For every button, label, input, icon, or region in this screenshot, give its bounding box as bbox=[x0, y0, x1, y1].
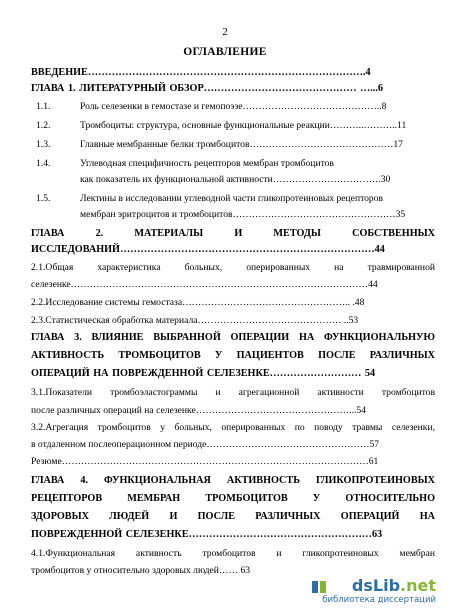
toc-entry-summary: Резюме……………………………………………………………………………………61 bbox=[31, 456, 379, 467]
toc-entry-chapter-2: ГЛАВА 2. МАТЕРИАЛЫ И МЕТОДЫ СОБСТВЕННЫХ bbox=[31, 228, 435, 239]
toc-entry-number: 1.3. bbox=[36, 139, 51, 150]
watermark-subtitle: библиотека диссертаций bbox=[322, 595, 436, 605]
toc-entry-text: как показатель их функциональной активности…………………………….30 bbox=[80, 174, 391, 185]
watermark-brand-b: .net bbox=[400, 576, 436, 595]
toc-entry-chapter-2-cont: ИССЛЕДОВАНИЙ…………………………………………………………………44 bbox=[31, 244, 385, 255]
toc-entry-3-2-cont: в отдаленном послеоперационном периоде……………………………………………57 bbox=[31, 439, 380, 450]
toc-entry-chapter-4-cont: ЗДОРОВЫХ ЛЮДЕЙ И ПОСЛЕ РАЗЛИЧНЫХ ОПЕРАЦИЙ НА bbox=[31, 511, 435, 522]
toc-entry-text: Тромбоциты: структура, основные функциональные реакции………..………..11 bbox=[80, 120, 407, 131]
toc-entry-2-1: 2.1.Общая характеристика больных, оперированных на травмированной bbox=[31, 262, 435, 273]
toc-entry-text: Главные мембранные белки тромбоцитов………………………………………17 bbox=[80, 139, 403, 150]
toc-entry-chapter-1: ГЛАВА 1. ЛИТЕРАТУРНЫЙ ОБЗОР……………………………………… …...6 bbox=[31, 83, 383, 94]
page-title: ОГЛАВЛЕНИЕ bbox=[183, 46, 267, 58]
watermark-logo bbox=[352, 576, 436, 595]
toc-entry-3-2: 3.2.Агрегация тромбоцитов у больных, оперированных по поводу травмы селезенки, bbox=[31, 422, 435, 433]
toc-entry-chapter-4-cont: ПОВРЕЖДЕННОЙ СЕЛЕЗЕНКЕ………………………………………………63 bbox=[31, 529, 383, 540]
toc-entry-number: 1.4. bbox=[36, 158, 51, 169]
toc-entry-chapter-4-cont: РЕЦЕПТОРОВ МЕМБРАН ТРОМБОЦИТОВ У ОТНОСИТЕЛЬНО bbox=[31, 493, 435, 504]
toc-entry-2-1-cont: селезенке…………………………………………………………………………………44 bbox=[31, 279, 378, 290]
toc-entry-2-3: 2.3.Статистическая обработка материала……………………………………… ..53 bbox=[31, 315, 359, 326]
page-number: 2 bbox=[222, 26, 228, 38]
toc-entry-text: Лектины в исследовании углеводной части гликопротеиновых рецепторов bbox=[80, 193, 384, 204]
toc-entry-4-1: 4.1.Функциональная активность тромбоцитов и гликопротеиновых мембран bbox=[31, 548, 435, 559]
toc-entry-4-1-cont: тромбоцитов у относительно здоровых людей…… 63 bbox=[31, 565, 251, 576]
toc-entry-chapter-4: ГЛАВА 4. ФУНКЦИОНАЛЬНАЯ АКТИВНОСТЬ ГЛИКОПРОТЕИНОВЫХ bbox=[31, 475, 435, 486]
toc-entry-chapter-3: ГЛАВА 3. ВЛИЯНИЕ ВЫБРАННОЙ ОПЕРАЦИИ НА ФУНКЦИОНАЛЬНУЮ bbox=[31, 332, 435, 343]
toc-entry-text: Углеводная специфичность рецепторов мембран тромбоцитов bbox=[80, 158, 334, 169]
toc-entry-3-1-cont: после различных операций на селезенке…………………………………………...54 bbox=[31, 405, 367, 416]
toc-entry-chapter-3-cont: ОПЕРАЦИЙ НА ПОВРЕЖДЕННОЙ СЕЛЕЗЕНКЕ……………………… 54 bbox=[31, 368, 376, 379]
toc-entry-3-1: 3.1.Показатели тромбоэластограммы и агрегационной активности тромбоцитов bbox=[31, 387, 435, 398]
toc-entry-intro: ВВЕДЕНИЕ……………………………………………………………………….4 bbox=[31, 67, 371, 78]
toc-entry-number: 1.2. bbox=[36, 120, 51, 131]
toc-entry-2-2: 2.2.Исследование системы гемостаза…………………………………………….. .48 bbox=[31, 297, 365, 308]
dslib-watermark bbox=[318, 576, 436, 610]
toc-entry-text: мембран эритроцитов и тромбоцитов……………………………………………35 bbox=[80, 209, 406, 220]
toc-entry-number: 1.1. bbox=[36, 101, 51, 112]
book-icon bbox=[310, 578, 328, 596]
toc-entry-number: 1.5. bbox=[36, 193, 51, 204]
watermark-brand-a: dsLib bbox=[351, 576, 401, 595]
toc-entry-text: Роль селезенки в гемостазе и гемопоэзе……………………………………..8 bbox=[80, 101, 387, 112]
toc-entry-chapter-3-cont: АКТИВНОСТЬ ТРОМБОЦИТОВ У ПАЦИЕНТОВ ПОСЛЕ РАЗЛИЧНЫХ bbox=[31, 350, 435, 361]
